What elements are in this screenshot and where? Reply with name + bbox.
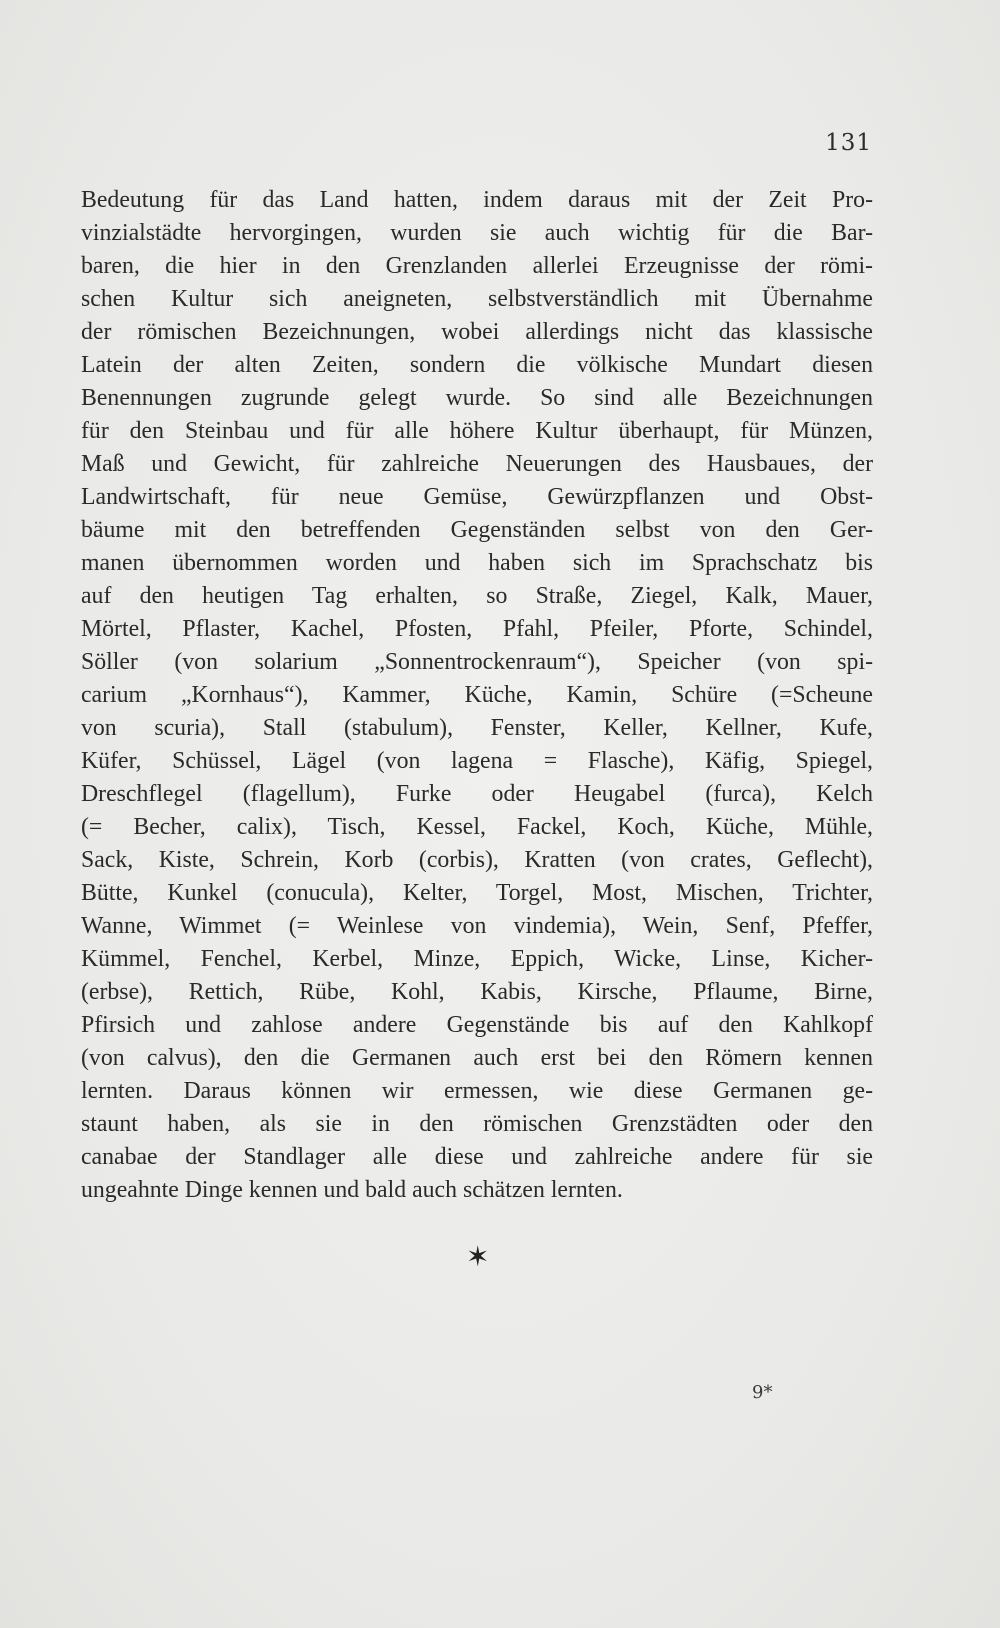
text-line: von scuria), Stall (stabulum), Fenster, Keller, Kellner, Kufe, [81, 715, 873, 741]
text-line: Pfirsich und zahlose andere Gegenstände bis auf den Kahlkopf [81, 1012, 873, 1038]
text-line: Dreschflegel (flagellum), Furke oder Heugabel (furca), Kelch [81, 781, 873, 807]
text-line: vinzialstädte hervorgingen, wurden sie auch wichtig für die Bar- [81, 220, 873, 246]
text-line: Bütte, Kunkel (conucula), Kelter, Torgel, Most, Mischen, Trichter, [81, 880, 873, 906]
text-line: für den Steinbau und für alle höhere Kultur überhaupt, für Münzen, [81, 418, 873, 444]
text-line: (von calvus), den die Germanen auch erst bei den Römern kennen [81, 1045, 873, 1071]
text-line: Wanne, Wimmet (= Weinlese von vindemia), Wein, Senf, Pfeffer, [81, 913, 873, 939]
text-line: (= Becher, calix), Tisch, Kessel, Fackel, Koch, Küche, Mühle, [81, 814, 873, 840]
text-line: Mörtel, Pflaster, Kachel, Pfosten, Pfahl, Pfeiler, Pforte, Schindel, [81, 616, 873, 642]
text-line: Benennungen zugrunde gelegt wurde. So sind alle Bezeichnungen [81, 385, 873, 411]
text-line: Sack, Kiste, Schrein, Korb (corbis), Kratten (von crates, Geflecht), [81, 847, 873, 873]
text-line: lernten. Daraus können wir ermessen, wie diese Germanen ge- [81, 1078, 873, 1104]
text-line: (erbse), Rettich, Rübe, Kohl, Kabis, Kirsche, Pflaume, Birne, [81, 979, 873, 1005]
section-end-ornament: ✶ [466, 1240, 490, 1273]
text-line: Küfer, Schüssel, Lägel (von lagena = Flasche), Käfig, Spiegel, [81, 748, 873, 774]
printer-signature-mark: 9* [752, 1382, 773, 1403]
text-line: ungeahnte Dinge kennen und bald auch schätzen lernten. [81, 1177, 623, 1203]
text-line: manen übernommen worden und haben sich im Sprachschatz bis [81, 550, 873, 576]
text-line: Landwirtschaft, für neue Gemüse, Gewürzpflanzen und Obst- [81, 484, 873, 510]
text-line: baren, die hier in den Grenzlanden allerlei Erzeugnisse der römi- [81, 253, 873, 279]
text-line: schen Kultur sich aneigneten, selbstverständlich mit Übernahme [81, 286, 873, 312]
text-line: Bedeutung für das Land hatten, indem daraus mit der Zeit Pro- [81, 187, 873, 213]
text-line: canabae der Standlager alle diese und zahlreiche andere für sie [81, 1144, 873, 1170]
page-number: 131 [825, 130, 872, 156]
body-text [81, 184, 873, 1207]
text-line: Maß und Gewicht, für zahlreiche Neuerungen des Hausbaues, der [81, 451, 873, 477]
text-line: staunt haben, als sie in den römischen Grenzstädten oder den [81, 1111, 873, 1137]
text-line: bäume mit den betreffenden Gegenständen selbst von den Ger- [81, 517, 873, 543]
text-line: carium „Kornhaus“), Kammer, Küche, Kamin, Schüre (=Scheune [81, 682, 873, 708]
text-line: Söller (von solarium „Sonnentrockenraum“), Speicher (von spi- [81, 649, 873, 675]
text-line: Kümmel, Fenchel, Kerbel, Minze, Eppich, Wicke, Linse, Kicher- [81, 946, 873, 972]
text-line: der römischen Bezeichnungen, wobei allerdings nicht das klassische [81, 319, 873, 345]
text-line: Latein der alten Zeiten, sondern die völkische Mundart diesen [81, 352, 873, 378]
text-line: auf den heutigen Tag erhalten, so Straße, Ziegel, Kalk, Mauer, [81, 583, 873, 609]
